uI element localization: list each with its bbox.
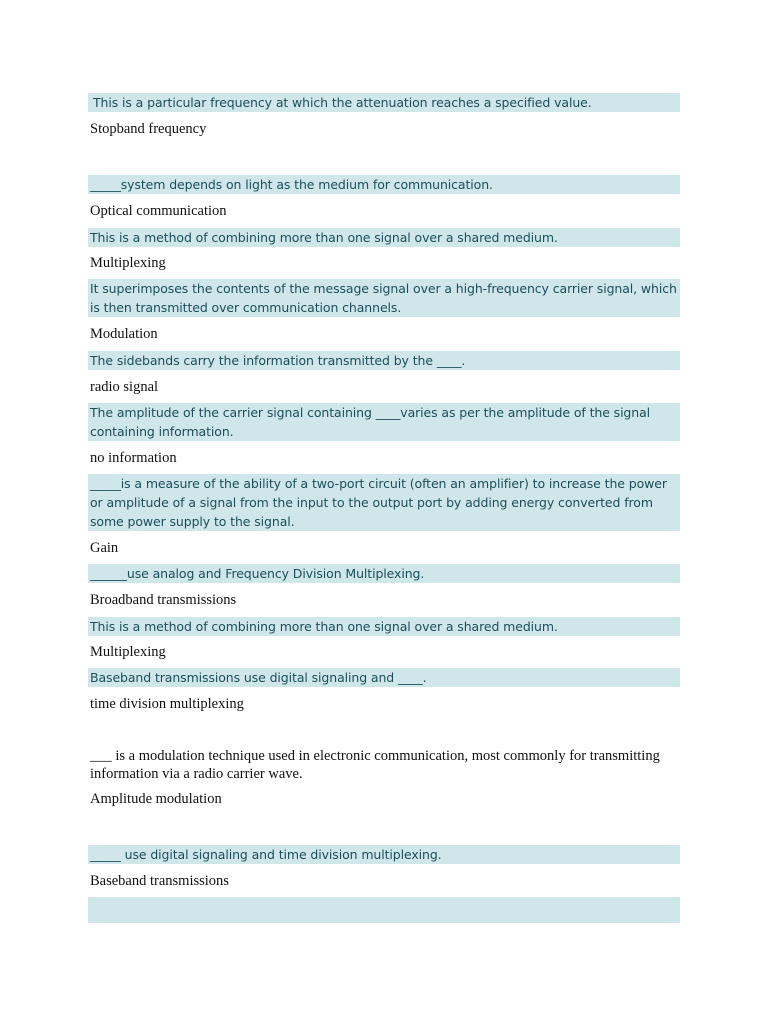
question-text: _____system depends on light as the medium for communication. bbox=[90, 177, 493, 192]
question-text: The amplitude of the carrier signal containing ____varies as per the amplitude of the signal containing information. bbox=[90, 405, 651, 439]
question-row bbox=[88, 617, 680, 636]
question-text: This is a method of combining more than one signal over a shared medium. bbox=[90, 230, 558, 245]
question-row bbox=[88, 474, 680, 531]
answer-row: Modulation bbox=[90, 326, 158, 342]
question-text: ______use analog and Frequency Division Multiplexing. bbox=[90, 566, 425, 581]
answer-row: Gain bbox=[90, 540, 119, 556]
question-text: This is a method of combining more than one signal over a shared medium. bbox=[90, 619, 558, 634]
question-row bbox=[88, 228, 680, 247]
question-row bbox=[88, 175, 680, 194]
question-row bbox=[88, 403, 680, 441]
question-row bbox=[88, 747, 680, 783]
answer-row: Broadband transmissions bbox=[90, 592, 237, 608]
question-text: _____is a measure of the ability of a two-port circuit (often an amplifier) to increase the power or amplitude of a signal from the input to the output port by adding energy converted from some power supply to the signal. bbox=[90, 476, 667, 529]
answer-row: Optical communication bbox=[90, 203, 227, 219]
question-text: This is a particular frequency at which the attenuation reaches a specified value. bbox=[93, 95, 592, 110]
question-text: It superimposes the contents of the message signal over a high-frequency carrier signal, which is then transmitted over communication channels. bbox=[90, 281, 677, 315]
question-row bbox=[88, 668, 680, 687]
question-row bbox=[88, 279, 680, 317]
answer-row: time division multiplexing bbox=[90, 696, 244, 712]
question-text: Baseband transmissions use digital signaling and ____. bbox=[90, 670, 427, 685]
answer-row: Stopband frequency bbox=[90, 121, 207, 137]
empty-question-row bbox=[88, 897, 680, 923]
question-row bbox=[88, 845, 680, 864]
question-row bbox=[88, 564, 680, 583]
question-text: The sidebands carry the information transmitted by the ____. bbox=[90, 353, 466, 368]
answer-row: Multiplexing bbox=[90, 644, 166, 660]
question-row bbox=[88, 93, 680, 112]
question-row bbox=[88, 351, 680, 370]
answer-row: Multiplexing bbox=[90, 255, 166, 271]
answer-row: radio signal bbox=[90, 379, 159, 395]
question-text: ___ is a modulation technique used in electronic communication, most commonly for transmitting information via a radio carrier wave. bbox=[90, 748, 660, 782]
answer-row: no information bbox=[90, 450, 177, 466]
answer-row: Baseband transmissions bbox=[90, 873, 229, 889]
answer-row: Amplitude modulation bbox=[90, 791, 222, 807]
question-text: _____ use digital signaling and time division multiplexing. bbox=[90, 847, 442, 862]
